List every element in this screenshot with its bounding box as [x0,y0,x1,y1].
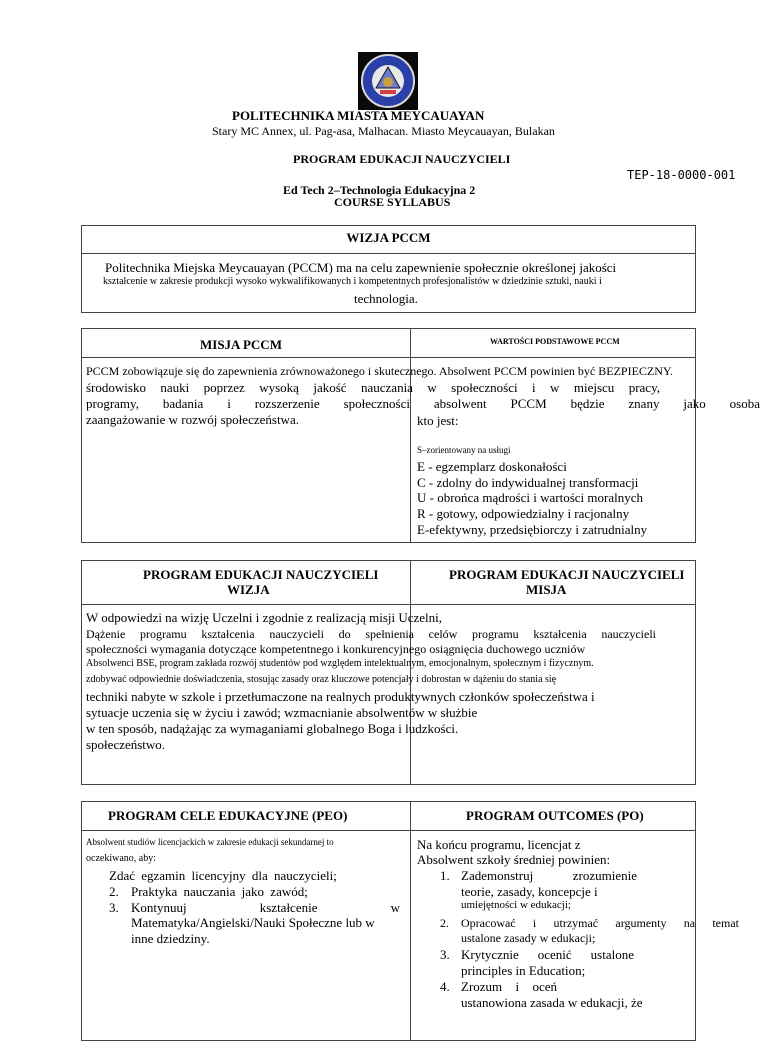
peo-item-number: 2. [109,884,119,899]
po-item-number: 2. [440,916,449,930]
peo-intro-2: oczekiwano, aby: [86,853,156,864]
po-title: PROGRAM OUTCOMES (PO) [466,808,644,823]
syllabus-title: COURSE SYLLABUS [334,195,451,209]
mission-divider [81,357,696,358]
tep-vision-title: PROGRAM EDUKACJI NAUCZYCIELI [143,567,379,582]
tep-mission-title: PROGRAM EDUKACJI NAUCZYCIELI [449,567,685,582]
po-intro-1: Na końcu programu, licencjat z [417,837,581,852]
vision-divider [81,253,696,254]
vision-line-3: technologia. [354,291,418,306]
tep-line-6: techniki nabyte w szkole i przetłumaczone na realnych produktywnych członków społeczeństwa i [86,689,595,704]
tep-line-3: społeczności wymagania dotyczące kompetentnego i konkurencyjnego osiągnięcia duchowego uczniów [86,642,586,656]
tep-line-1: W odpowiedzi na wizję Uczelni i zgodnie z realizacją misji Uczelni, [86,610,443,625]
po-item-number: 1. [440,868,450,883]
peo-item: Zdać egzamin licencyjny dla nauczycieli; [109,868,337,883]
core-value-item: C - zdolny do indywidualnej transformacji [417,475,639,490]
peo-item-continued: inne dziedziny. [131,931,210,946]
vision-line-2: kształcenie w zakresie produkcji wysoko wykwalifikowanych i kompetentnych profesjonalistów w dziedzinie sztuki, nauki i [103,276,602,287]
college-seal-logo [358,52,418,110]
peo-title: PROGRAM CELE EDUKACYJNE (PEO) [108,808,348,823]
po-item-number: 3. [440,947,450,962]
peo-po-column-divider [410,801,411,1041]
tep-line-4: Absolwenci BSE, program zakłada rozwój studentów pod względem intelektualnym, emocjonalnym, społecznym i fizycznym. [86,658,594,669]
core-value-item: R - gotowy, odpowiedzialny i racjonalny [417,506,630,521]
mission-line-1: PCCM zobowiązuje się do zapewnienia zrównoważonego i skutecznego. Absolwent PCCM powinien być BEZPIECZNY. [86,364,674,378]
tep-vision-subtitle: WIZJA [227,582,270,597]
peo-intro-1: Absolwent studiów licencjackich w zakresie edukacji sekundarnej to [86,837,334,847]
po-item-continued: teorie, zasady, koncepcje i [461,884,598,899]
po-item: Opracować i utrzymać argumenty na temat [461,916,739,930]
peo-item: Praktyka nauczania jako zawód; [131,884,308,899]
core-value-service: S–zorientowany na usługi [417,445,511,455]
core-value-item: E-efektywny, przedsiębiorczy i zatrudnialny [417,522,648,537]
school-name: POLITECHNIKA MIASTA MEYCAUAYAN [232,108,485,123]
peo-item-continued: Matematyka/Angielski/Nauki Społeczne lub w [131,915,375,930]
tep-table [81,560,696,785]
po-item-continued: principles in Education; [461,963,586,978]
tep-line-8: w ten sposób, nadążając za wymaganiami globalnego Boga i ludzkości. [86,721,459,736]
mission-column-divider [410,328,411,543]
po-intro-2: Absolwent szkoły średniej powinien: [417,852,611,867]
program-title: PROGRAM EDUKACJI NAUCZYCIELI [293,152,511,166]
tep-line-9: społeczeństwo. [86,737,166,752]
core-value-item: U - obrońca mądrości i wartości moralnych [417,490,643,505]
tep-column-divider [410,560,411,785]
core-values-title: WARTOŚCI PODSTAWOWE PCCM [490,337,620,346]
tep-line-5: zdobywać odpowiednie doświadczenia, stosując zasady oraz kluczowe potencjały i dobrostan w dążeniu do stania się [86,674,557,685]
po-item: Zademonstruj zrozumienie [461,868,637,883]
peo-item-number: 3. [109,900,119,915]
peo-item: Kontynuuj kształcenie w [131,900,400,915]
tep-line-7: sytuacje uczenia się w życiu i zawód; wzmacnianie absolwentów w służbie [86,705,478,720]
mission-line-3: programy, badania i rozszerzenie społeczności absolwent PCCM będzie znany jako osoba [86,396,760,411]
peo-po-divider [81,830,696,831]
po-item: Zrozum i oceń [461,979,557,994]
mission-line-2: środowisko nauki poprzez wysoką jakość nauczania w społeczności i w miejscu pracy, [86,380,660,395]
po-item-continued: ustanowiona zasada w edukacji, że [461,995,643,1010]
school-address: Stary MC Annex, ul. Pag-asa, Malhacan. Miasto Meycauayan, Bulakan [212,124,555,138]
core-value-item: E - egzemplarz doskonałości [417,459,567,474]
core-values-who: kto jest: [417,413,459,428]
tep-mission-subtitle: MISJA [526,582,567,597]
vision-line-1: Politechnika Miejska Meycauayan (PCCM) ma na celu zapewnienie społecznie określonej jakości [105,260,617,275]
po-item-number: 4. [440,979,450,994]
po-item-continued: umiejętności w edukacji; [461,899,571,911]
po-item: Krytycznie ocenić ustalone [461,947,634,962]
tep-divider [81,604,696,605]
course-title: Ed Tech 2–Technologia Edukacyjna 2 [283,183,476,197]
mission-title: MISJA PCCM [200,337,282,352]
document-code: TEP-18-0000-001 [627,168,736,182]
vision-title: WIZJA PCCM [346,230,431,245]
mission-line-4: zaangażowanie w rozwój społeczeństwa. [86,412,299,427]
tep-line-2: Dążenie programu kształcenia nauczycieli do spełnienia celów programu kształcenia nauczycieli [86,627,656,641]
po-item-continued: ustalone zasady w edukacji; [461,931,596,945]
